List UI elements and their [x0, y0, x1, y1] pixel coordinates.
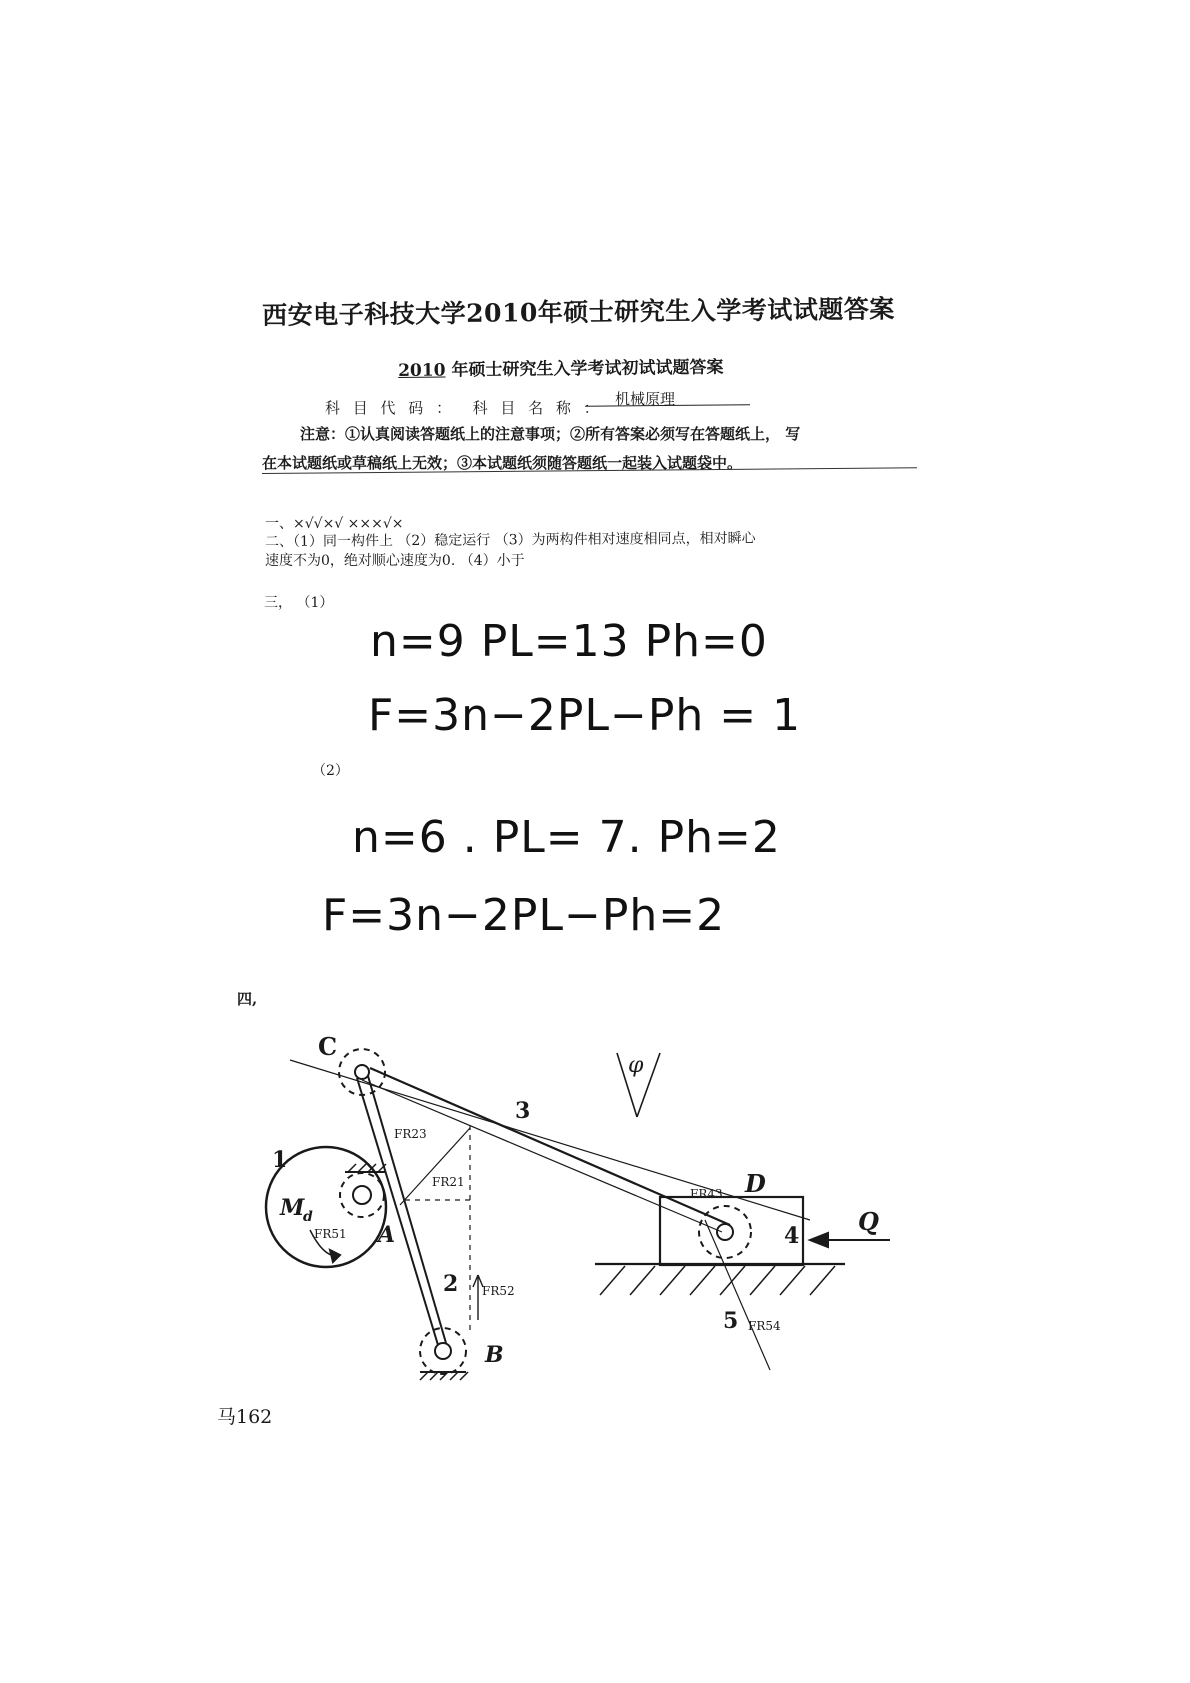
link-2-left-edge	[357, 1078, 438, 1345]
label-fr23: FR23	[394, 1127, 427, 1141]
label-d: D	[745, 1169, 766, 1198]
label-b: B	[485, 1342, 504, 1368]
answer-section-1: 一、×√√×√ ×××√×	[265, 516, 404, 532]
notice-line-2: 在本试题纸或草稿纸上无效；③本试题纸须随答题纸一起装入试题袋中。	[262, 454, 743, 472]
label-phi: φ	[628, 1053, 644, 1078]
subject-code-label: 科 目 代 码 ：	[325, 399, 456, 417]
label-c: C	[318, 1032, 338, 1061]
label-fr43: FR43	[690, 1187, 723, 1201]
label-fr54: FR54	[748, 1319, 781, 1333]
answer-section-3-part-2-label: （2）	[312, 763, 349, 779]
joint-d-friction-circle	[699, 1206, 751, 1258]
page-mark: 马162	[217, 1406, 273, 1428]
answer-section-4-label: 四,	[237, 990, 258, 1008]
subject-name-label: 科 目 名 称 ：	[472, 399, 603, 417]
label-link-5: 5	[723, 1308, 739, 1334]
label-q: Q	[858, 1207, 879, 1236]
label-link-2: 2	[443, 1271, 459, 1297]
label-a: A	[378, 1222, 396, 1248]
answer-section-2-line-2: 速度不为0，绝对顺心速度为0. （4）小于	[265, 553, 525, 569]
label-fr52: FR52	[482, 1284, 515, 1298]
label-fr51: FR51	[314, 1227, 347, 1241]
page-title: 西安电子科技大学2010年硕士研究生入学考试试题答案	[262, 294, 895, 330]
link-3-lower	[362, 1080, 722, 1232]
answer-section-2-line-1: 二、（1）同一构件上 （2）稳定运行 （3）为两构件相对速度相同点，相对瞬心	[264, 530, 756, 550]
joint-d	[717, 1224, 733, 1240]
label-fr21: FR21	[432, 1175, 465, 1189]
label-link-1: 1	[272, 1147, 288, 1173]
joint-b	[435, 1343, 451, 1359]
answer-section-3-label: 三， （1）	[264, 595, 334, 611]
crank-pivot-friction-circle	[340, 1173, 384, 1217]
link-3	[370, 1068, 730, 1225]
force-line-fr54	[705, 1220, 770, 1370]
slider-block-4	[660, 1197, 803, 1265]
handwritten-dof-2-counts: n=6 . PL= 7. Ph=2	[352, 812, 781, 863]
label-md-sub: d	[303, 1209, 313, 1225]
label-link-4: 4	[784, 1223, 800, 1249]
label-link-3: 3	[515, 1098, 531, 1124]
exam-year: 2010	[398, 360, 446, 381]
label-md: M	[280, 1195, 305, 1221]
handwritten-dof-1-counts: n=9 PL=13 Ph=0	[370, 616, 768, 667]
handwritten-dof-2-formula: F=3n−2PL−Ph=2	[322, 890, 726, 941]
subject-name: 机械原理	[615, 390, 676, 408]
exam-subtitle-text: 年硕士研究生入学考试初试试题答案	[445, 357, 724, 381]
handwritten-dof-1-formula: F=3n−2PL−Ph = 1	[368, 690, 802, 741]
notice-line-1: 注意：①认真阅读答题纸上的注意事项；②所有答案必须写在答题纸上， 写	[300, 425, 801, 443]
crank-pivot	[353, 1186, 371, 1204]
joint-c	[355, 1065, 369, 1079]
